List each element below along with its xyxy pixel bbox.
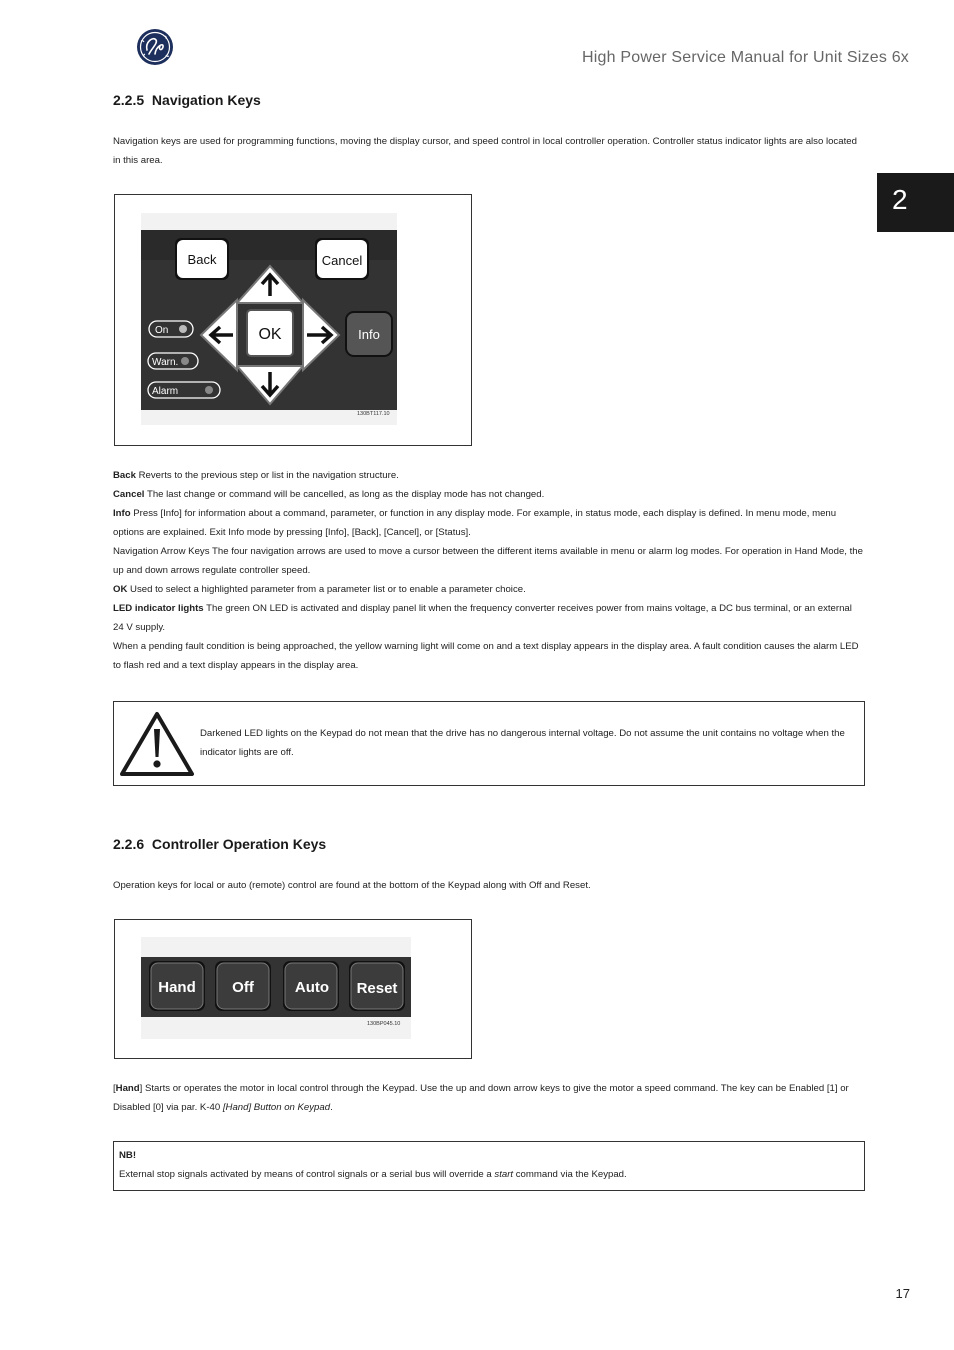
navigation-intro: Navigation keys are used for programming functions, moving the display cursor, and speed control in local controller operation. Controller status indicator lights are also located in this area. bbox=[113, 136, 857, 166]
definition-text: Reverts to the previous step or list in the navigation structure. bbox=[135, 470, 399, 481]
warning-triangle-icon bbox=[119, 711, 195, 777]
note-text-after: command via the Keypad. bbox=[513, 1169, 627, 1180]
keypad-image bbox=[141, 230, 397, 410]
definition-text: When a pending fault condition is being approached, the yellow warning light will come on and a text display appears in the display area. A fault condition causes the alarm LED to flash red and a text display appears in the display area. bbox=[113, 641, 859, 671]
key-definitions bbox=[113, 466, 865, 675]
section-heading-controller-operation-keys bbox=[113, 836, 326, 852]
definition-term: OK bbox=[113, 584, 128, 595]
definition-text: Press [Info] for information about a command, parameter, or function in any display mode. For example, in status mode, each display is defined. In menu mode, menu options are explained. Exit Info mode by pressing [Info], [Back], [Cancel], or [Status]. bbox=[113, 508, 837, 538]
definition-cancel bbox=[113, 485, 865, 504]
off-key-label: Off bbox=[232, 979, 254, 996]
definition-term: Info bbox=[113, 508, 131, 519]
definition-info bbox=[113, 504, 865, 542]
auto-key[interactable] bbox=[283, 961, 339, 1011]
reset-key-label: Reset bbox=[356, 980, 398, 997]
warning-box bbox=[113, 701, 865, 786]
chapter-tab bbox=[877, 173, 954, 232]
period: . bbox=[330, 1102, 333, 1113]
note-label: NB! bbox=[119, 1150, 137, 1161]
note-text bbox=[119, 1165, 859, 1184]
bracket-open: [ bbox=[113, 1083, 116, 1094]
info-key-label: Info bbox=[358, 327, 380, 342]
operation-keys-figure bbox=[114, 919, 472, 1059]
page-number: 17 bbox=[895, 1286, 910, 1301]
navigation-keys-figure bbox=[114, 194, 472, 446]
note-content bbox=[119, 1146, 859, 1184]
definition-fault bbox=[113, 637, 865, 675]
hand-key[interactable] bbox=[149, 961, 205, 1011]
definition-term: Back bbox=[113, 470, 136, 481]
operation-keys-intro: Operation keys for local or auto (remote) control are found at the bottom of the Keypad along with Off and Reset. bbox=[113, 880, 591, 891]
definition-led bbox=[113, 599, 865, 637]
note-text-italic: start bbox=[494, 1169, 514, 1180]
off-key[interactable] bbox=[215, 961, 271, 1011]
hand-text: ] Starts or operates the motor in local control through the Keypad. Use the up and down arrow keys to give the motor a speed command. The key can be Enabled [1] or Disabled [0] via par. K-40 bbox=[113, 1083, 849, 1113]
back-key[interactable] bbox=[175, 238, 229, 280]
hand-key-label: Hand bbox=[158, 979, 196, 996]
led-warn-label: Warn. bbox=[152, 357, 179, 368]
hand-key-description bbox=[113, 1079, 865, 1117]
header-title: High Power Service Manual for Unit Sizes 6x bbox=[582, 49, 909, 66]
definition-text: Navigation Arrow Keys The four navigation arrows are used to move a cursor between the different items available in menu or alarm log modes. For operation in Hand Mode, the up and down arrows regulate controller speed. bbox=[113, 546, 863, 576]
definition-ok bbox=[113, 580, 865, 599]
cancel-key[interactable] bbox=[315, 238, 369, 280]
operation-keypad-image bbox=[141, 957, 411, 1019]
section-number: 2.2.5 bbox=[113, 92, 145, 108]
chapter-number: 2 bbox=[892, 184, 908, 215]
led-on-label: On bbox=[155, 325, 169, 336]
figure-code: 130BP045.10 bbox=[367, 1021, 401, 1027]
definition-arrows bbox=[113, 542, 865, 580]
ok-key-label: OK bbox=[258, 326, 282, 343]
auto-key-label: Auto bbox=[294, 979, 330, 996]
ok-key[interactable] bbox=[247, 310, 293, 356]
cancel-key-label: Cancel bbox=[321, 253, 363, 268]
definition-back bbox=[113, 466, 865, 485]
figure-code: 130BT117.10 bbox=[357, 411, 390, 417]
definition-term: LED indicator lights bbox=[113, 603, 204, 614]
section-heading-navigation-keys bbox=[113, 92, 261, 108]
ge-logo-icon bbox=[136, 28, 174, 66]
definition-text: Used to select a highlighted parameter from a parameter list or to enable a parameter choice. bbox=[127, 584, 526, 595]
section-number: 2.2.6 bbox=[113, 836, 145, 852]
section-title: Navigation Keys bbox=[151, 92, 261, 108]
back-key-label: Back bbox=[187, 252, 217, 267]
note-text-before: External stop signals activated by means of control signals or a serial bus will override a bbox=[119, 1169, 495, 1180]
led-alarm-label: Alarm bbox=[152, 386, 179, 397]
hand-parameter-name: [Hand] Button on Keypad bbox=[222, 1102, 331, 1113]
hand-term: Hand bbox=[115, 1083, 140, 1094]
note-box bbox=[113, 1141, 865, 1191]
reset-key[interactable] bbox=[349, 961, 405, 1011]
section-title: Controller Operation Keys bbox=[151, 836, 327, 852]
warning-text: Darkened LED lights on the Keypad do not mean that the drive has no dangerous internal voltage. Do not assume the unit contains no voltage when the indicator lights are off. bbox=[200, 728, 845, 758]
info-key[interactable] bbox=[346, 312, 392, 356]
definition-text: The green ON LED is activated and display panel lit when the frequency converter receives power from mains voltage, a DC bus terminal, or an external 24 V supply. bbox=[113, 603, 852, 633]
definition-term: Cancel bbox=[113, 489, 145, 500]
definition-text: The last change or command will be cancelled, as long as the display mode has not changed. bbox=[144, 489, 545, 500]
